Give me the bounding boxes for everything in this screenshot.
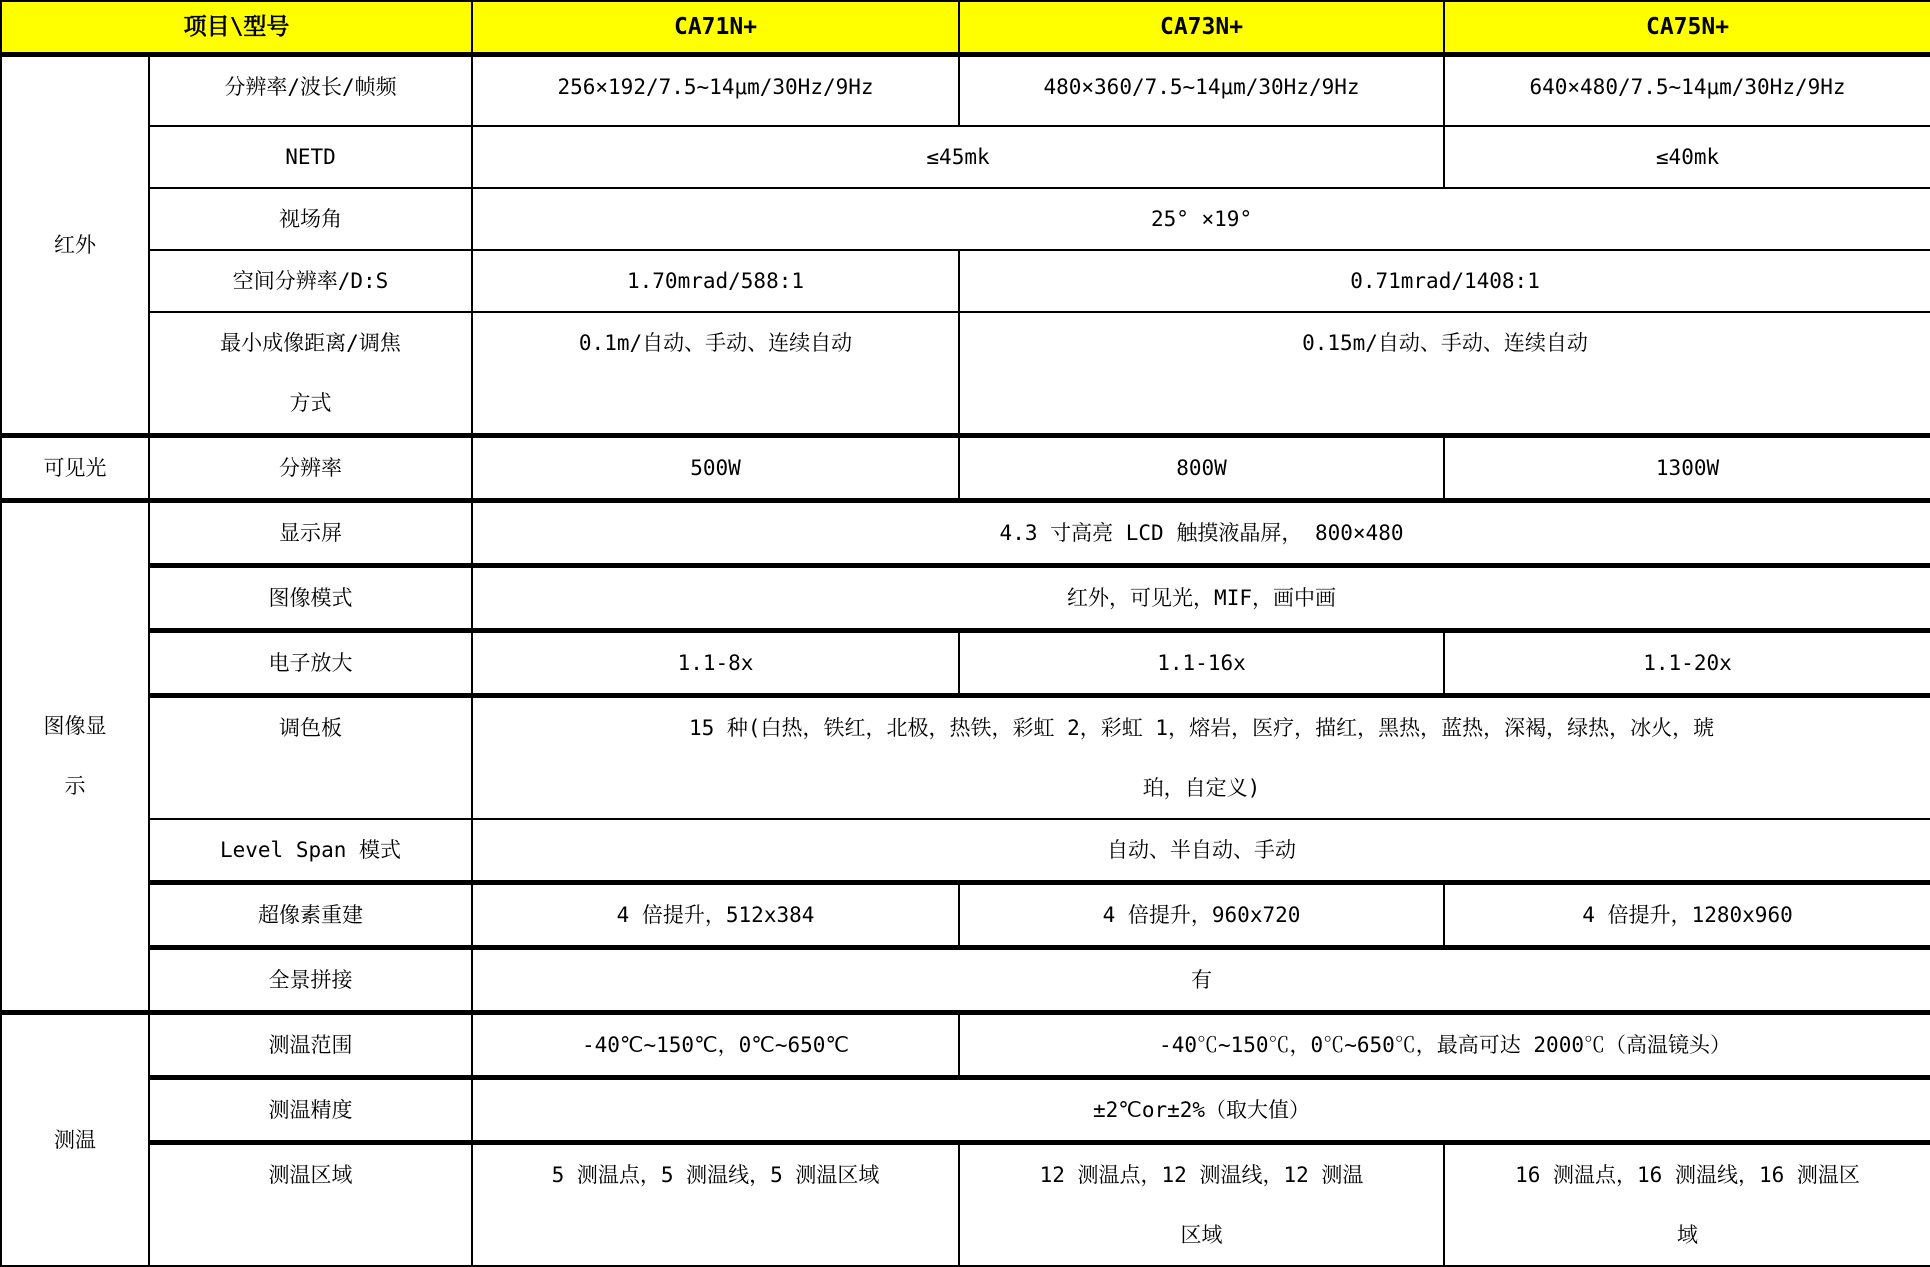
value-superres-ca73n: 4 倍提升，960x720	[959, 882, 1444, 947]
row-level-span	[1, 819, 1930, 883]
value-res-ca73n: 480×360/7.5~14μm/30Hz/9Hz	[959, 55, 1444, 126]
table-header-row	[1, 1, 1930, 55]
value-temp-accuracy-all: ±2℃or±2%（取大值）	[472, 1077, 1930, 1142]
value-visres-ca71n: 500W	[472, 435, 959, 500]
row-label-palette: 调色板	[149, 695, 472, 819]
row-label-fov: 视场角	[149, 188, 472, 250]
palette-line-2: 珀，自定义)	[1142, 775, 1261, 800]
category-cell-visible: 可见光	[1, 435, 149, 500]
value-zoom-ca71n: 1.1-8x	[472, 630, 959, 695]
row-digital-zoom	[1, 630, 1930, 695]
row-visible-resolution	[1, 435, 1930, 500]
row-label-min-focus-distance: 最小成像距离/调焦方式	[149, 312, 472, 436]
row-panorama	[1, 947, 1930, 1012]
category-cell-thermometry: 测温	[1, 1012, 149, 1266]
value-zoom-ca75n: 1.1-20x	[1444, 630, 1930, 695]
model-header-ca71n: CA71N+	[472, 1, 959, 55]
value-res-ca75n: 640×480/7.5~14μm/30Hz/9Hz	[1444, 55, 1930, 126]
value-spatial-ca71n: 1.70mrad/588:1	[472, 250, 959, 312]
row-resolution-wavelength	[1, 55, 1930, 126]
row-label-panorama: 全景拼接	[149, 947, 472, 1012]
value-screen-all: 4.3 寸高亮 LCD 触摸液晶屏， 800×480	[472, 500, 1930, 565]
category-cell-display: 图像显示	[1, 500, 149, 1012]
corner-header-cell: 项目\型号	[1, 1, 472, 55]
row-temp-range	[1, 1012, 1930, 1077]
value-superres-ca71n: 4 倍提升，512x384	[472, 882, 959, 947]
palette-line-1: 15 种(白热，铁红，北极，热铁，彩虹 2，彩虹 1，熔岩，医疗，描红，黑热，蓝热，深褐，绿热，冰火，琥	[688, 715, 1715, 740]
row-label-resolution-wavelength: 分辨率/波长/帧频	[149, 55, 472, 126]
value-temp-regions-ca73n: 12 测温点，12 测温线，12 测温区域	[959, 1142, 1444, 1266]
row-palette	[1, 695, 1930, 819]
value-temp-regions-ca71n: 5 测温点，5 测温线，5 测温区域	[472, 1142, 959, 1266]
row-netd	[1, 126, 1930, 188]
value-fov-all: 25° ×19°	[472, 188, 1930, 250]
value-superres-ca75n: 4 倍提升，1280x960	[1444, 882, 1930, 947]
category-cell-infrared: 红外	[1, 55, 149, 436]
value-level-span-all: 自动、半自动、手动	[472, 819, 1930, 883]
value-temp-regions-ca75n: 16 测温点，16 测温线，16 测温区域	[1444, 1142, 1930, 1266]
value-focus-ca73n-ca75n: 0.15m/自动、手动、连续自动	[959, 312, 1930, 436]
row-label-level-span: Level Span 模式	[149, 819, 472, 883]
row-label-spatial-resolution: 空间分辨率/D:S	[149, 250, 472, 312]
row-label-temp-accuracy: 测温精度	[149, 1077, 472, 1142]
row-label-visible-resolution: 分辨率	[149, 435, 472, 500]
value-image-mode-all: 红外，可见光，MIF，画中画	[472, 565, 1930, 630]
model-header-ca73n: CA73N+	[959, 1, 1444, 55]
model-header-ca75n: CA75N+	[1444, 1, 1930, 55]
row-label-netd: NETD	[149, 126, 472, 188]
row-label-temp-range: 测温范围	[149, 1012, 472, 1077]
row-screen	[1, 500, 1930, 565]
row-spatial-resolution	[1, 250, 1930, 312]
row-temp-regions	[1, 1142, 1930, 1266]
value-temp-range-ca71n: -40℃~150℃，0℃~650℃	[472, 1012, 959, 1077]
row-label-super-resolution: 超像素重建	[149, 882, 472, 947]
value-focus-ca71n: 0.1m/自动、手动、连续自动	[472, 312, 959, 436]
value-temp-range-ca73n-ca75n: -40℃~150℃，0℃~650℃，最高可达 2000℃（高温镜头）	[959, 1012, 1930, 1077]
value-visres-ca73n: 800W	[959, 435, 1444, 500]
value-visres-ca75n: 1300W	[1444, 435, 1930, 500]
row-label-screen: 显示屏	[149, 500, 472, 565]
value-palette-all	[472, 695, 1930, 819]
value-zoom-ca73n: 1.1-16x	[959, 630, 1444, 695]
row-label-image-mode: 图像模式	[149, 565, 472, 630]
row-min-focus-distance	[1, 312, 1930, 436]
row-label-temp-regions: 测温区域	[149, 1142, 472, 1266]
value-netd-ca71n-ca73n: ≤45mk	[472, 126, 1444, 188]
value-res-ca71n: 256×192/7.5~14μm/30Hz/9Hz	[472, 55, 959, 126]
value-spatial-ca73n-ca75n: 0.71mrad/1408:1	[959, 250, 1930, 312]
row-super-resolution	[1, 882, 1930, 947]
row-temp-accuracy	[1, 1077, 1930, 1142]
row-label-digital-zoom: 电子放大	[149, 630, 472, 695]
value-panorama-all: 有	[472, 947, 1930, 1012]
value-netd-ca75n: ≤40mk	[1444, 126, 1930, 188]
row-image-mode	[1, 565, 1930, 630]
row-fov	[1, 188, 1930, 250]
